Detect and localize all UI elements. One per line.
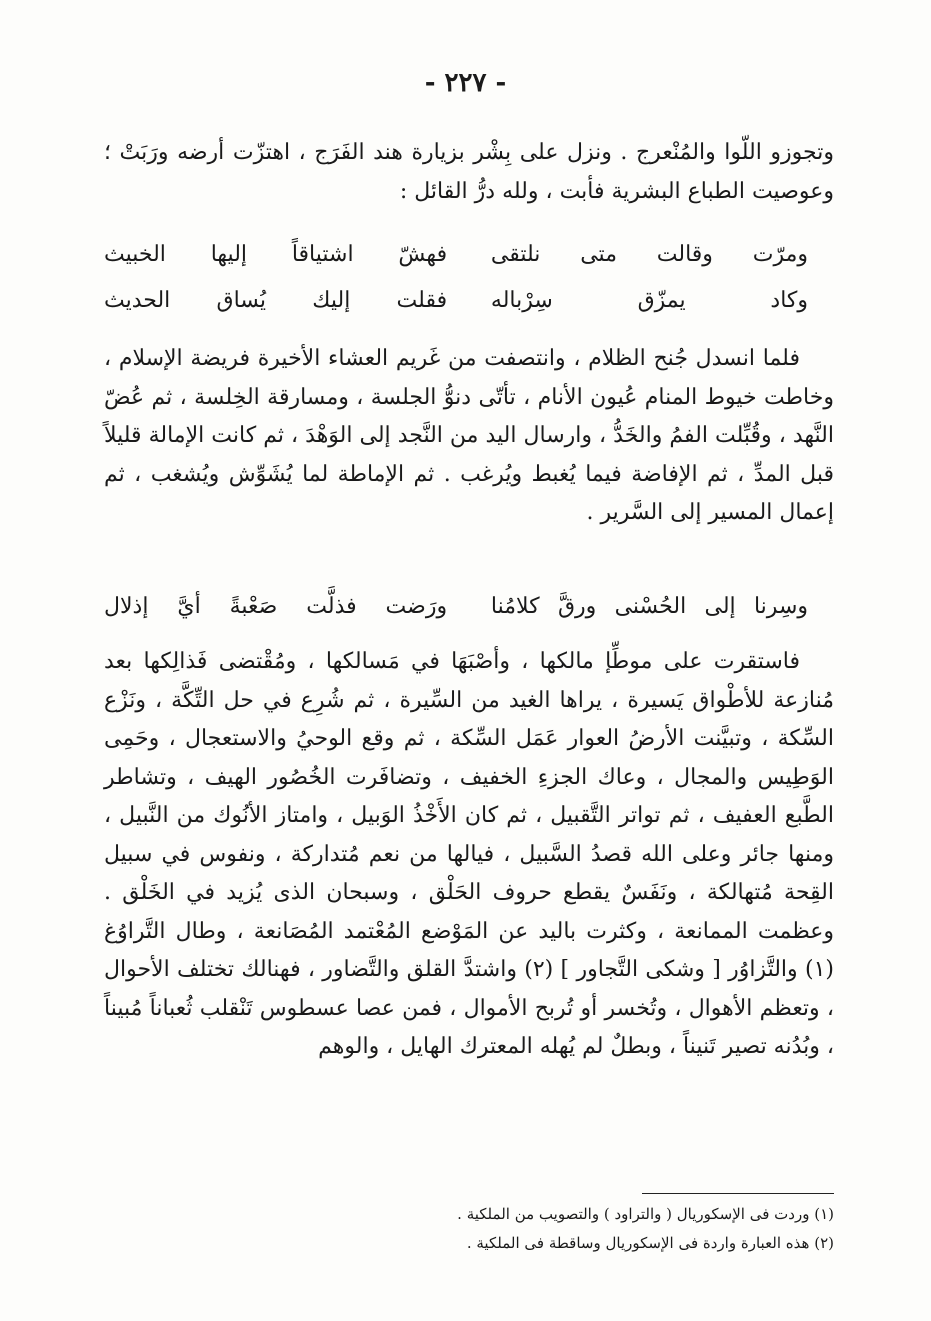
body-paragraph-1: فلما انسدل جُنح الظلام ، وانتصفت من غَريم العشاء الأخيرة فريضة الإسلام ، وخاطت خيوط المنام عُيون الأنام ، تأتّى دنوُّ الجلسة ، ومسارقة الخِلسة ، ثم عُضّ النَّهد ، وقُبِّلت الفمُ والخَدُّ ، وارسال اليد من النَّجد إلى الوَهْدَ ، ثم كانت الإمالة قليلاً قبل المدِّ ، ثم الإفاضة فيما يُغبط ويُرغب . ثم الإماطة لما يُشَوِّش ويُشغب ، ثم إعمال المسير إلى السَّرير . [104,346,834,525]
body-text-1 [104,340,834,533]
footnote-divider [642,1193,834,1194]
verse-second-hemistich: ورَضت فذلَّت صَعْبةً أيَّ إذلال [104,594,448,619]
verse-group-2 [104,584,834,630]
body-paragraph-2: فاستقرت على موطِّإ مالكها ، وأصْبَهَا في مَسالكها ، ومُقْتضى فَذالِكها بعد مُنازعة للأطْواق يَسيرة ، يراها الغيد من السِّيرة ، ثم شُرِع في حل التِّكَّة ، ونَزْع السِّكة ، وتبيَّنت الأرضُ العوار عَمَل السِّكة ، ثم وقع الوحيُ والاستعجال ، وحَمِى الوَطِيس والمجال ، وعاك الجزءِ الخفيف ، وتضافَرت الخُصُور الهيف ، وتشاطر الطَّبع العفيف ، ثم تواتر التَّقبيل ، ثم كان الأَخْذُ الوَبيل ، وامتاز الأنُوك من النَّبيل ، ومنها جائر وعلى الله قصدُ السَّبيل ، فيالها من نعم مُتداركة ، ونفوس في سبيل القِحة مُتهالكة ، ونَفَسٌ يقطع حروف الحَلْق ، وسبحان الذى يُزيد في الخَلْق . وعظمت الممانعة ، وكثرت باليد عن المَوْضع المُعْتمد المُصَانعة ، وطال التَّراوُغ (١) والتَّزاوُر [ وشكى التَّجاور ] (٢) واشتدَّ القلق والتَّضاور ، فهنالك تختلف الأحوال ، وتعظم الأهوال ، وتُخسر أو تُربح الأموال ، فمن عصا عسطوس تَنْقلب ثُعباناً مُبيناً ، وبُدُنه تصير تَنيناً ، وبطلٌ لم يُهله المعترك الهايل ، والوهم [104,649,834,1059]
footnote-2: (٢) هذه العبارة واردة فى الإسكوريال وساقطة فى الملكية . [466,1234,834,1252]
footnotes [104,1200,834,1258]
footnote-1: (١) وردت فى الإسكوريال ( والتراود ) والتصويب من الملكية . [457,1205,834,1223]
verse-first-hemistich: ومرّت وقالت متى نلتقى [490,242,808,267]
verse-group-1 [104,232,834,324]
body-text-2 [104,643,834,1067]
verse-first-hemistich: وكاد يمزّق سِرْباله [490,288,808,313]
verse-second-hemistich: فقلت إليك يُساق الحديث [104,288,448,313]
verse-line [104,584,834,630]
verse-line [104,278,834,324]
page-number: - ٢٢٧ - [424,68,507,98]
intro-text [104,134,834,211]
intro-paragraph: وتجوزو اللّوا والمُنْعرج . ونزل على بِشْر بزيارة هند الفَرَج ، اهتزّت أرضه ورَبَتْ ؛ وعوصيت الطباع البشرية فأبت ، ولله درُّ القائل : [104,140,834,204]
verse-line [104,232,834,278]
verse-second-hemistich: فهشّ اشتياقاً إليها الخبيث [104,242,448,267]
verse-first-hemistich: وسِرنا إلى الحُسْنى ورقَّ كلامُنا [490,594,808,619]
